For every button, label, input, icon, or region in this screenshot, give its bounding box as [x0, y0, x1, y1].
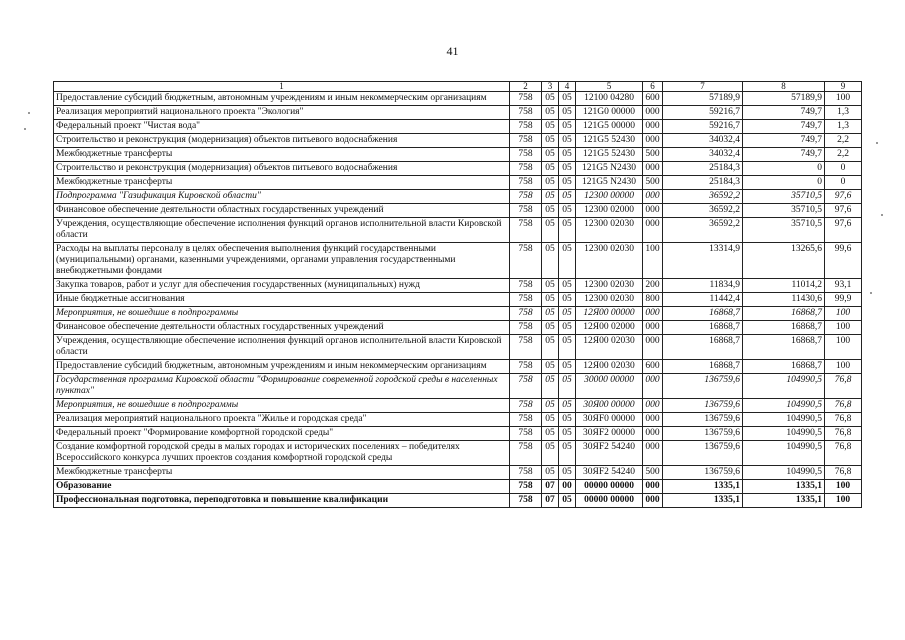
row-name-cell: Федеральный проект "Чистая вода"	[54, 120, 510, 134]
expense-type-cell: 000	[643, 441, 663, 466]
expense-type-cell: 000	[643, 321, 663, 335]
section-cell: 05	[542, 92, 559, 106]
expense-type-cell: 000	[643, 218, 663, 243]
target-article-cell: 12300 00000	[576, 190, 643, 204]
expense-type-cell: 000	[643, 106, 663, 120]
percent-cell: 2,2	[825, 148, 862, 162]
ministry-code-cell: 758	[510, 92, 542, 106]
planned-amount-cell: 1335,1	[663, 494, 743, 508]
ministry-code-cell: 758	[510, 441, 542, 466]
ministry-code-cell: 758	[510, 494, 542, 508]
percent-cell: 76,8	[825, 427, 862, 441]
planned-amount-cell: 34032,4	[663, 134, 743, 148]
executed-amount-cell: 11430,6	[743, 293, 825, 307]
percent-cell: 76,8	[825, 413, 862, 427]
percent-cell: 100	[825, 92, 862, 106]
percent-cell: 76,8	[825, 441, 862, 466]
table-row	[54, 243, 862, 279]
ministry-code-cell: 758	[510, 293, 542, 307]
subsection-cell: 05	[559, 360, 576, 374]
header-row	[54, 82, 862, 92]
planned-amount-cell: 136759,6	[663, 441, 743, 466]
row-name-cell: Учреждения, осуществляющие обеспечение исполнения функций органов исполнительной власти Кировской области	[54, 218, 510, 243]
ministry-code-cell: 758	[510, 335, 542, 360]
row-name-cell: Предоставление субсидий бюджетным, автономным учреждениям и иным некоммерческим организациям	[54, 92, 510, 106]
table-row	[54, 360, 862, 374]
percent-cell: 100	[825, 480, 862, 494]
subsection-cell: 05	[559, 218, 576, 243]
planned-amount-cell: 11442,4	[663, 293, 743, 307]
ministry-code-cell: 758	[510, 399, 542, 413]
row-name-cell: Реализация мероприятий национального проекта "Жилье и городская среда"	[54, 413, 510, 427]
table-row	[54, 441, 862, 466]
ministry-code-cell: 758	[510, 204, 542, 218]
target-article-cell: 30Я00 00000	[576, 399, 643, 413]
percent-cell: 1,3	[825, 120, 862, 134]
row-name-cell: Строительство и реконструкция (модернизация) объектов питьевого водоснабжения	[54, 162, 510, 176]
row-name-cell: Профессиональная подготовка, переподготовка и повышение квалификации	[54, 494, 510, 508]
subsection-cell: 05	[559, 335, 576, 360]
ministry-code-cell: 758	[510, 480, 542, 494]
section-cell: 05	[542, 335, 559, 360]
executed-amount-cell: 16868,7	[743, 360, 825, 374]
executed-amount-cell: 104990,5	[743, 399, 825, 413]
planned-amount-cell: 13314,9	[663, 243, 743, 279]
executed-amount-cell: 749,7	[743, 106, 825, 120]
row-name-cell: Предоставление субсидий бюджетным, автономным учреждениям и иным некоммерческим организациям	[54, 360, 510, 374]
expense-type-cell: 500	[643, 176, 663, 190]
expense-type-cell: 500	[643, 466, 663, 480]
section-cell: 05	[542, 293, 559, 307]
section-cell: 05	[542, 243, 559, 279]
planned-amount-cell: 136759,6	[663, 466, 743, 480]
subsection-cell: 05	[559, 204, 576, 218]
percent-cell: 97,6	[825, 218, 862, 243]
executed-amount-cell: 104990,5	[743, 441, 825, 466]
subsection-cell: 05	[559, 92, 576, 106]
ministry-code-cell: 758	[510, 190, 542, 204]
executed-amount-cell: 13265,6	[743, 243, 825, 279]
header-cell: 4	[559, 82, 576, 92]
planned-amount-cell: 36592,2	[663, 218, 743, 243]
expense-type-cell: 000	[643, 162, 663, 176]
executed-amount-cell: 749,7	[743, 120, 825, 134]
ministry-code-cell: 758	[510, 413, 542, 427]
subsection-cell: 05	[559, 243, 576, 279]
executed-amount-cell: 1335,1	[743, 480, 825, 494]
scan-speck	[876, 142, 878, 144]
section-cell: 05	[542, 279, 559, 293]
executed-amount-cell: 104990,5	[743, 427, 825, 441]
table-row	[54, 148, 862, 162]
section-cell: 05	[542, 190, 559, 204]
expense-type-cell: 000	[643, 120, 663, 134]
row-name-cell: Подпрограмма "Газификация Кировской области"	[54, 190, 510, 204]
target-article-cell: 12Я00 02000	[576, 321, 643, 335]
scan-speck	[881, 214, 883, 216]
table-row	[54, 480, 862, 494]
section-cell: 05	[542, 413, 559, 427]
section-cell: 05	[542, 134, 559, 148]
subsection-cell: 05	[559, 494, 576, 508]
expense-type-cell: 000	[643, 413, 663, 427]
target-article-cell: 12Я00 02030	[576, 360, 643, 374]
subsection-cell: 05	[559, 148, 576, 162]
ministry-code-cell: 758	[510, 466, 542, 480]
expense-type-cell: 000	[643, 427, 663, 441]
expense-type-cell: 000	[643, 204, 663, 218]
subsection-cell: 05	[559, 176, 576, 190]
subsection-cell: 05	[559, 293, 576, 307]
planned-amount-cell: 11834,9	[663, 279, 743, 293]
executed-amount-cell: 57189,9	[743, 92, 825, 106]
target-article-cell: 12300 02030	[576, 243, 643, 279]
row-name-cell: Государственная программа Кировской области "Формирование современной городской среды в населенных пунктах"	[54, 374, 510, 399]
target-article-cell: 121G5 52430	[576, 148, 643, 162]
target-article-cell: 12300 02000	[576, 204, 643, 218]
subsection-cell: 05	[559, 134, 576, 148]
percent-cell: 0	[825, 176, 862, 190]
table-row	[54, 279, 862, 293]
subsection-cell: 05	[559, 307, 576, 321]
percent-cell: 76,8	[825, 466, 862, 480]
row-name-cell: Образование	[54, 480, 510, 494]
executed-amount-cell: 749,7	[743, 148, 825, 162]
section-cell: 07	[542, 494, 559, 508]
subsection-cell: 05	[559, 441, 576, 466]
table-row	[54, 120, 862, 134]
section-cell: 05	[542, 374, 559, 399]
executed-amount-cell: 104990,5	[743, 466, 825, 480]
subsection-cell: 05	[559, 162, 576, 176]
row-name-cell: Создание комфортной городской среды в малых городах и исторических поселениях – победителях Всероссийского конкурса лучших проектов создания комфортной городской среды	[54, 441, 510, 466]
target-article-cell: 12Я00 00000	[576, 307, 643, 321]
target-article-cell: 30ЯF2 00000	[576, 427, 643, 441]
planned-amount-cell: 16868,7	[663, 321, 743, 335]
target-article-cell: 121G5 52430	[576, 134, 643, 148]
table-row	[54, 134, 862, 148]
subsection-cell: 05	[559, 321, 576, 335]
percent-cell: 93,1	[825, 279, 862, 293]
executed-amount-cell: 0	[743, 162, 825, 176]
table-row	[54, 413, 862, 427]
executed-amount-cell: 749,7	[743, 134, 825, 148]
expense-type-cell: 600	[643, 92, 663, 106]
expense-type-cell: 800	[643, 293, 663, 307]
header-cell: 3	[542, 82, 559, 92]
row-name-cell: Межбюджетные трансферты	[54, 148, 510, 162]
table-row	[54, 321, 862, 335]
expense-type-cell: 000	[643, 335, 663, 360]
executed-amount-cell: 16868,7	[743, 321, 825, 335]
row-name-cell: Расходы на выплаты персоналу в целях обеспечения выполнения функций государственными (муниципальными) органами, казенными учреждениями, органами управления государственными внебюджетными фондами	[54, 243, 510, 279]
percent-cell: 1,3	[825, 106, 862, 120]
scan-speck	[28, 112, 30, 114]
target-article-cell: 00000 00000	[576, 494, 643, 508]
executed-amount-cell: 0	[743, 176, 825, 190]
table-row	[54, 106, 862, 120]
ministry-code-cell: 758	[510, 360, 542, 374]
subsection-cell: 05	[559, 106, 576, 120]
planned-amount-cell: 16868,7	[663, 335, 743, 360]
header-cell: 5	[576, 82, 643, 92]
subsection-cell: 05	[559, 190, 576, 204]
ministry-code-cell: 758	[510, 279, 542, 293]
target-article-cell: 121G0 00000	[576, 106, 643, 120]
target-article-cell: 121G5 00000	[576, 120, 643, 134]
section-cell: 05	[542, 204, 559, 218]
expense-type-cell: 100	[643, 243, 663, 279]
row-name-cell: Федеральный проект "Формирование комфортной городской среды"	[54, 427, 510, 441]
expense-type-cell: 000	[643, 399, 663, 413]
ministry-code-cell: 758	[510, 321, 542, 335]
subsection-cell: 05	[559, 120, 576, 134]
section-cell: 05	[542, 148, 559, 162]
planned-amount-cell: 136759,6	[663, 399, 743, 413]
target-article-cell: 30000 00000	[576, 374, 643, 399]
subsection-cell: 05	[559, 399, 576, 413]
expense-type-cell: 000	[643, 494, 663, 508]
page-number: 41	[446, 44, 459, 58]
row-name-cell: Строительство и реконструкция (модернизация) объектов питьевого водоснабжения	[54, 134, 510, 148]
expense-type-cell: 200	[643, 279, 663, 293]
ministry-code-cell: 758	[510, 148, 542, 162]
section-cell: 05	[542, 360, 559, 374]
target-article-cell: 12300 02030	[576, 279, 643, 293]
scan-speck	[24, 128, 26, 130]
percent-cell: 97,6	[825, 204, 862, 218]
percent-cell: 0	[825, 162, 862, 176]
percent-cell: 100	[825, 321, 862, 335]
row-name-cell: Реализация мероприятий национального проекта "Экология"	[54, 106, 510, 120]
table-row	[54, 399, 862, 413]
section-cell: 05	[542, 427, 559, 441]
planned-amount-cell: 59216,7	[663, 106, 743, 120]
table-row	[54, 92, 862, 106]
ministry-code-cell: 758	[510, 243, 542, 279]
executed-amount-cell: 11014,2	[743, 279, 825, 293]
target-article-cell: 30ЯF2 54240	[576, 466, 643, 480]
planned-amount-cell: 36592,2	[663, 204, 743, 218]
section-cell: 05	[542, 466, 559, 480]
expense-type-cell: 000	[643, 374, 663, 399]
subsection-cell: 05	[559, 279, 576, 293]
subsection-cell: 05	[559, 427, 576, 441]
planned-amount-cell: 136759,6	[663, 374, 743, 399]
table-row	[54, 374, 862, 399]
expense-type-cell: 000	[643, 307, 663, 321]
ministry-code-cell: 758	[510, 176, 542, 190]
section-cell: 05	[542, 321, 559, 335]
table-row	[54, 494, 862, 508]
header-cell: 2	[510, 82, 542, 92]
table-row	[54, 190, 862, 204]
target-article-cell: 00000 00000	[576, 480, 643, 494]
section-cell: 05	[542, 218, 559, 243]
percent-cell: 97,6	[825, 190, 862, 204]
planned-amount-cell: 34032,4	[663, 148, 743, 162]
percent-cell: 100	[825, 494, 862, 508]
expense-type-cell: 000	[643, 190, 663, 204]
header-cell: 7	[663, 82, 743, 92]
table-row	[54, 466, 862, 480]
table-row	[54, 162, 862, 176]
planned-amount-cell: 16868,7	[663, 360, 743, 374]
section-cell: 05	[542, 399, 559, 413]
executed-amount-cell: 16868,7	[743, 307, 825, 321]
executed-amount-cell: 104990,5	[743, 374, 825, 399]
expense-type-cell: 600	[643, 360, 663, 374]
row-name-cell: Мероприятия, не вошедшие в подпрограммы	[54, 307, 510, 321]
percent-cell: 100	[825, 307, 862, 321]
expense-type-cell: 000	[643, 480, 663, 494]
target-article-cell: 121G5 N2430	[576, 162, 643, 176]
row-name-cell: Закупка товаров, работ и услуг для обеспечения государственных (муниципальных) нужд	[54, 279, 510, 293]
table-row	[54, 293, 862, 307]
ministry-code-cell: 758	[510, 307, 542, 321]
table-row	[54, 427, 862, 441]
budget-table	[53, 81, 862, 508]
planned-amount-cell: 16868,7	[663, 307, 743, 321]
ministry-code-cell: 758	[510, 427, 542, 441]
header-cell: 9	[825, 82, 862, 92]
ministry-code-cell: 758	[510, 106, 542, 120]
section-cell: 05	[542, 120, 559, 134]
row-name-cell: Иные бюджетные ассигнования	[54, 293, 510, 307]
percent-cell: 100	[825, 335, 862, 360]
row-name-cell: Финансовое обеспечение деятельности областных государственных учреждений	[54, 204, 510, 218]
percent-cell: 99,6	[825, 243, 862, 279]
ministry-code-cell: 758	[510, 120, 542, 134]
section-cell: 05	[542, 162, 559, 176]
subsection-cell: 05	[559, 466, 576, 480]
row-name-cell: Мероприятия, не вошедшие в подпрограммы	[54, 399, 510, 413]
percent-cell: 76,8	[825, 399, 862, 413]
subsection-cell: 05	[559, 413, 576, 427]
header-cell: 8	[743, 82, 825, 92]
section-cell: 05	[542, 441, 559, 466]
row-name-cell: Учреждения, осуществляющие обеспечение исполнения функций органов исполнительной власти Кировской области	[54, 335, 510, 360]
executed-amount-cell: 35710,5	[743, 204, 825, 218]
planned-amount-cell: 136759,6	[663, 427, 743, 441]
planned-amount-cell: 59216,7	[663, 120, 743, 134]
executed-amount-cell: 16868,7	[743, 335, 825, 360]
table-row	[54, 176, 862, 190]
table-row	[54, 335, 862, 360]
executed-amount-cell: 104990,5	[743, 413, 825, 427]
percent-cell: 2,2	[825, 134, 862, 148]
row-name-cell: Финансовое обеспечение деятельности областных государственных учреждений	[54, 321, 510, 335]
target-article-cell: 12300 02030	[576, 218, 643, 243]
planned-amount-cell: 136759,6	[663, 413, 743, 427]
percent-cell: 99,9	[825, 293, 862, 307]
table-row	[54, 307, 862, 321]
target-article-cell: 30ЯF2 54240	[576, 441, 643, 466]
ministry-code-cell: 758	[510, 134, 542, 148]
executed-amount-cell: 35710,5	[743, 190, 825, 204]
section-cell: 05	[542, 176, 559, 190]
ministry-code-cell: 758	[510, 162, 542, 176]
executed-amount-cell: 35710,5	[743, 218, 825, 243]
executed-amount-cell: 1335,1	[743, 494, 825, 508]
target-article-cell: 121G5 N2430	[576, 176, 643, 190]
ministry-code-cell: 758	[510, 374, 542, 399]
target-article-cell: 12100 04280	[576, 92, 643, 106]
header-cell: 1	[54, 82, 510, 92]
target-article-cell: 30ЯF0 00000	[576, 413, 643, 427]
subsection-cell: 00	[559, 480, 576, 494]
row-name-cell: Межбюджетные трансферты	[54, 466, 510, 480]
table-body	[54, 92, 862, 508]
expense-type-cell: 000	[643, 134, 663, 148]
target-article-cell: 12300 02030	[576, 293, 643, 307]
planned-amount-cell: 25184,3	[663, 162, 743, 176]
ministry-code-cell: 758	[510, 218, 542, 243]
percent-cell: 100	[825, 360, 862, 374]
planned-amount-cell: 25184,3	[663, 176, 743, 190]
header-cell: 6	[643, 82, 663, 92]
planned-amount-cell: 1335,1	[663, 480, 743, 494]
scan-speck	[870, 292, 872, 294]
planned-amount-cell: 57189,9	[663, 92, 743, 106]
planned-amount-cell: 36592,2	[663, 190, 743, 204]
table-row	[54, 204, 862, 218]
section-cell: 05	[542, 307, 559, 321]
section-cell: 05	[542, 106, 559, 120]
percent-cell: 76,8	[825, 374, 862, 399]
expense-type-cell: 500	[643, 148, 663, 162]
target-article-cell: 12Я00 02030	[576, 335, 643, 360]
section-cell: 07	[542, 480, 559, 494]
row-name-cell: Межбюджетные трансферты	[54, 176, 510, 190]
table-row	[54, 218, 862, 243]
subsection-cell: 05	[559, 374, 576, 399]
